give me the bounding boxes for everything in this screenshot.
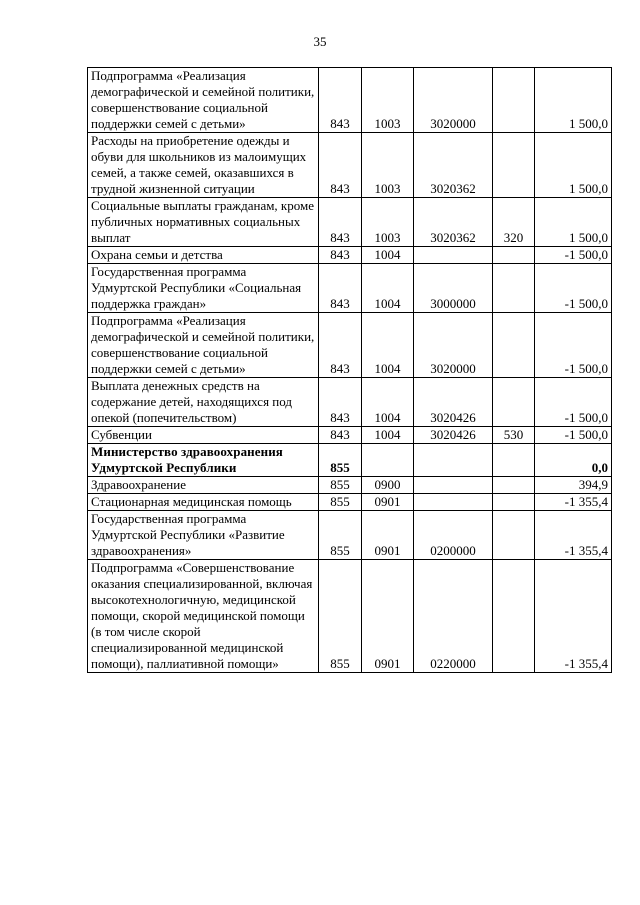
amount-cell: -1 500,0 bbox=[535, 378, 612, 427]
row-name-cell: Здравоохранение bbox=[88, 477, 319, 494]
table-row bbox=[88, 313, 612, 378]
target-code-cell: 3020426 bbox=[414, 378, 493, 427]
table-row bbox=[88, 560, 612, 673]
amount-cell: 1 500,0 bbox=[535, 68, 612, 133]
section-code-cell: 1003 bbox=[362, 198, 414, 247]
expense-type-cell bbox=[493, 68, 535, 133]
target-code-cell: 3020362 bbox=[414, 133, 493, 198]
ministry-code-cell: 843 bbox=[319, 68, 362, 133]
table-row bbox=[88, 477, 612, 494]
table-row bbox=[88, 68, 612, 133]
section-code-cell: 1003 bbox=[362, 68, 414, 133]
ministry-code-cell: 855 bbox=[319, 494, 362, 511]
ministry-code-cell: 855 bbox=[319, 477, 362, 494]
row-name-cell: Выплата денежных средств на содержание детей, находящихся под опекой (попечительством) bbox=[88, 378, 319, 427]
section-code-cell: 1004 bbox=[362, 264, 414, 313]
section-code-cell: 0901 bbox=[362, 511, 414, 560]
amount-cell: 1 500,0 bbox=[535, 198, 612, 247]
row-name-cell: Государственная программа Удмуртской Республики «Социальная поддержка граждан» bbox=[88, 264, 319, 313]
amount-cell: -1 500,0 bbox=[535, 313, 612, 378]
ministry-code-cell: 855 bbox=[319, 560, 362, 673]
row-name-cell: Министерство здравоохранения Удмуртской Республики bbox=[88, 444, 319, 477]
ministry-code-cell: 843 bbox=[319, 427, 362, 444]
table-row bbox=[88, 133, 612, 198]
target-code-cell bbox=[414, 444, 493, 477]
section-code-cell: 0900 bbox=[362, 477, 414, 494]
table-row bbox=[88, 247, 612, 264]
ministry-code-cell: 843 bbox=[319, 313, 362, 378]
table-row bbox=[88, 494, 612, 511]
amount-cell: 1 500,0 bbox=[535, 133, 612, 198]
amount-cell: -1 500,0 bbox=[535, 247, 612, 264]
ministry-code-cell: 843 bbox=[319, 247, 362, 264]
amount-cell: -1 500,0 bbox=[535, 264, 612, 313]
section-code-cell: 1004 bbox=[362, 378, 414, 427]
target-code-cell: 3020000 bbox=[414, 68, 493, 133]
ministry-code-cell: 855 bbox=[319, 444, 362, 477]
section-code-cell: 1003 bbox=[362, 133, 414, 198]
ministry-code-cell: 843 bbox=[319, 133, 362, 198]
expense-type-cell bbox=[493, 378, 535, 427]
ministry-code-cell: 855 bbox=[319, 511, 362, 560]
section-code-cell: 1004 bbox=[362, 313, 414, 378]
row-name-cell: Подпрограмма «Реализация демографической и семейной политики, совершенствование социальной поддержки семей с детьми» bbox=[88, 68, 319, 133]
target-code-cell bbox=[414, 494, 493, 511]
expense-type-cell bbox=[493, 133, 535, 198]
target-code-cell: 3020000 bbox=[414, 313, 493, 378]
target-code-cell: 3020426 bbox=[414, 427, 493, 444]
amount-cell: -1 355,4 bbox=[535, 494, 612, 511]
expense-type-cell bbox=[493, 477, 535, 494]
expense-type-cell bbox=[493, 494, 535, 511]
row-name-cell: Социальные выплаты гражданам, кроме публичных нормативных социальных выплат bbox=[88, 198, 319, 247]
section-code-cell bbox=[362, 444, 414, 477]
expense-type-cell bbox=[493, 313, 535, 378]
amount-cell: 0,0 bbox=[535, 444, 612, 477]
ministry-code-cell: 843 bbox=[319, 378, 362, 427]
target-code-cell: 3020362 bbox=[414, 198, 493, 247]
expense-type-cell bbox=[493, 560, 535, 673]
section-code-cell: 1004 bbox=[362, 427, 414, 444]
target-code-cell: 0220000 bbox=[414, 560, 493, 673]
table-row bbox=[88, 511, 612, 560]
row-name-cell: Подпрограмма «Совершенствование оказания специализированной, включая высокотехнологичную, медицинской помощи, скорой медицинской помощи (в том числе скорой специализированной медицинской помощи), паллиативной помощи» bbox=[88, 560, 319, 673]
amount-cell: -1 500,0 bbox=[535, 427, 612, 444]
row-name-cell: Стационарная медицинская помощь bbox=[88, 494, 319, 511]
expense-type-cell bbox=[493, 247, 535, 264]
table-row bbox=[88, 427, 612, 444]
row-name-cell: Расходы на приобретение одежды и обуви для школьников из малоимущих семей, а также семей, оказавшихся в трудной жизненной ситуации bbox=[88, 133, 319, 198]
ministry-code-cell: 843 bbox=[319, 198, 362, 247]
table-row bbox=[88, 264, 612, 313]
row-name-cell: Охрана семьи и детства bbox=[88, 247, 319, 264]
ministry-code-cell: 843 bbox=[319, 264, 362, 313]
target-code-cell bbox=[414, 477, 493, 494]
table-row bbox=[88, 444, 612, 477]
target-code-cell bbox=[414, 247, 493, 264]
amount-cell: -1 355,4 bbox=[535, 511, 612, 560]
expense-type-cell bbox=[493, 444, 535, 477]
budget-table bbox=[87, 67, 612, 673]
table-row bbox=[88, 378, 612, 427]
amount-cell: 394,9 bbox=[535, 477, 612, 494]
expense-type-cell bbox=[493, 264, 535, 313]
row-name-cell: Субвенции bbox=[88, 427, 319, 444]
target-code-cell: 0200000 bbox=[414, 511, 493, 560]
page-number: 35 bbox=[313, 34, 327, 49]
expense-type-cell: 530 bbox=[493, 427, 535, 444]
section-code-cell: 1004 bbox=[362, 247, 414, 264]
target-code-cell: 3000000 bbox=[414, 264, 493, 313]
section-code-cell: 0901 bbox=[362, 560, 414, 673]
row-name-cell: Государственная программа Удмуртской Республики «Развитие здравоохранения» bbox=[88, 511, 319, 560]
expense-type-cell bbox=[493, 511, 535, 560]
row-name-cell: Подпрограмма «Реализация демографической и семейной политики, совершенствование социальной поддержки семей с детьми» bbox=[88, 313, 319, 378]
table-row bbox=[88, 198, 612, 247]
expense-type-cell: 320 bbox=[493, 198, 535, 247]
amount-cell: -1 355,4 bbox=[535, 560, 612, 673]
section-code-cell: 0901 bbox=[362, 494, 414, 511]
